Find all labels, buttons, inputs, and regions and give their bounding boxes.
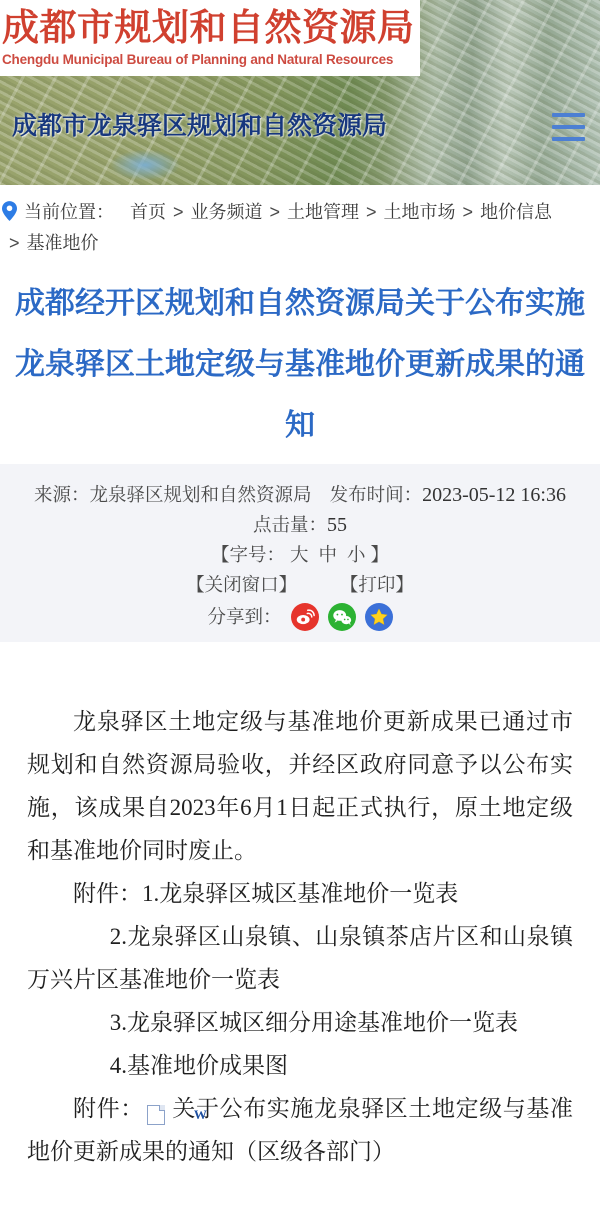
word-doc-icon[interactable] <box>147 1105 165 1125</box>
breadcrumb-price-info[interactable]: > 地价信息 <box>462 202 553 222</box>
attachment-list-item-1: 附件：1.龙泉驿区城区基准地价一览表 <box>73 881 459 906</box>
qzone-icon[interactable] <box>365 603 393 631</box>
breadcrumb-label: 当前位置： <box>24 202 114 222</box>
attachment-label: 附件： <box>73 1096 144 1121</box>
breadcrumb-home[interactable]: 首页 <box>130 202 166 222</box>
attachment-list-item-2: 2.龙泉驿区山泉镇、山泉镇茶店片区和山泉镇万兴片区基准地价一览表 <box>27 924 573 992</box>
weibo-icon[interactable] <box>291 603 319 631</box>
hamburger-menu-icon[interactable] <box>552 113 585 143</box>
wechat-icon[interactable] <box>328 603 356 631</box>
hits-value: 55 <box>327 514 347 536</box>
source-label: 来源： <box>34 484 90 505</box>
breadcrumb-land-management[interactable]: > 土地管理 <box>269 202 360 222</box>
attachment-list-item-4: 4.基准地价成果图 <box>109 1053 289 1078</box>
site-title-english: Chengdu Municipal Bureau of Planning and Natural Resources <box>2 52 394 67</box>
share-label: 分享到： <box>207 606 282 627</box>
fontsize-suffix: 】 <box>370 544 390 565</box>
hits-label: 点击量： <box>252 514 327 535</box>
breadcrumb-channel[interactable]: > 业务频道 <box>173 202 263 222</box>
attachment-download-link[interactable]: 关于公布实施龙泉驿区土地定级与基准地价更新成果的通知（区级各部门） <box>27 1096 574 1164</box>
district-bureau-title[interactable]: 成都市龙泉驿区规划和自然资源局 <box>12 112 388 140</box>
close-window-button[interactable]: 【关闭窗口】 <box>186 574 298 595</box>
publish-time-label: 发布时间： <box>329 484 423 505</box>
article-meta <box>0 464 600 642</box>
breadcrumb <box>0 185 600 257</box>
print-button[interactable]: 【打印】 <box>349 574 414 595</box>
publish-time-value: 2023-05-12 16:36 <box>422 484 566 506</box>
breadcrumb-land-market[interactable]: > 土地市场 <box>366 202 456 222</box>
fontsize-medium-button[interactable]: 中 <box>318 544 337 565</box>
paragraph-main: 龙泉驿区土地定级与基准地价更新成果已通过市规划和自然资源局验收，并经区政府同意予以公布实施，该成果自2023年6月1日起正式执行，原土地定级和基准地价同时废止。 <box>27 709 573 863</box>
source-value: 龙泉驿区规划和自然资源局 <box>89 484 312 505</box>
site-logo-box <box>0 0 420 76</box>
fontsize-small-button[interactable]: 小 <box>347 544 366 565</box>
location-pin-icon <box>2 201 17 229</box>
fontsize-large-button[interactable]: 大 <box>289 544 309 565</box>
attachment-list-item-3: 3.龙泉驿区城区细分用途基准地价一览表 <box>109 1010 519 1035</box>
fontsize-prefix: 【字号： <box>210 544 285 565</box>
page-title: 成都经开区规划和自然资源局关于公布实施龙泉驿区土地定级与基准地价更新成果的通知 <box>15 287 585 442</box>
banner-image <box>0 0 600 185</box>
attachment-download-row <box>27 1087 573 1173</box>
article-body <box>0 700 600 1173</box>
site-title: 成都市规划和自然资源局 <box>2 7 415 48</box>
breadcrumb-benchmark-price[interactable]: > 基准地价 <box>9 233 99 253</box>
